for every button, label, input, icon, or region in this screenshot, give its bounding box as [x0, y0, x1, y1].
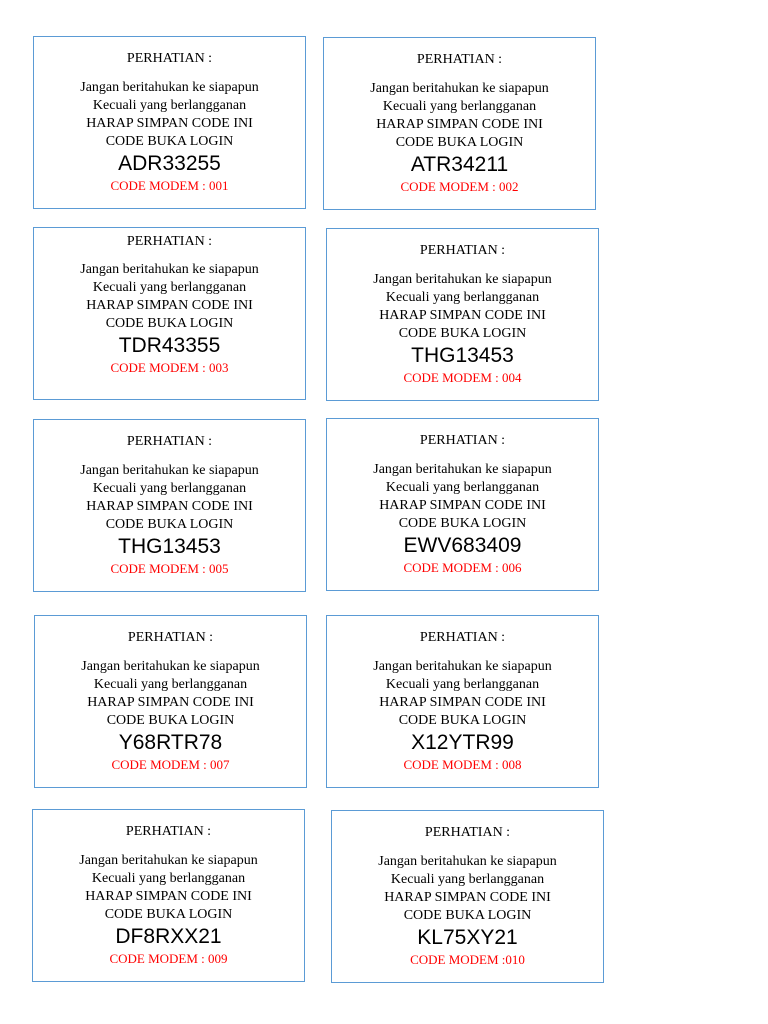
card-warning-line-1: Jangan beritahukan ke siapapun	[80, 80, 259, 95]
card-warning-line-1: Jangan beritahukan ke siapapun	[79, 853, 258, 868]
card-warning-line-2: Kecuali yang berlangganan	[92, 280, 247, 295]
card-title: PERHATIAN :	[127, 630, 214, 645]
card-warning-line-2: Kecuali yang berlangganan	[385, 677, 540, 692]
card-title: PERHATIAN :	[126, 234, 213, 249]
modem-code: CODE MODEM : 004	[403, 370, 522, 385]
voucher-card-006	[326, 418, 599, 591]
card-warning-line-3: HARAP SIMPAN CODE INI	[86, 298, 253, 313]
modem-code: CODE MODEM : 009	[109, 951, 228, 966]
card-warning-line-1: Jangan beritahukan ke siapapun	[370, 81, 549, 96]
login-code: EWV683409	[403, 534, 522, 557]
modem-code: CODE MODEM :010	[410, 952, 525, 967]
voucher-card-008	[326, 615, 599, 788]
card-warning-line-3: HARAP SIMPAN CODE INI	[384, 890, 551, 905]
login-code: X12YTR99	[411, 731, 514, 754]
card-warning-line-4: CODE BUKA LOGIN	[395, 135, 524, 150]
card-warning-line-4: CODE BUKA LOGIN	[105, 316, 234, 331]
card-title: PERHATIAN :	[419, 433, 506, 448]
card-warning-line-3: HARAP SIMPAN CODE INI	[86, 499, 253, 514]
card-warning-line-1: Jangan beritahukan ke siapapun	[80, 262, 259, 277]
card-warning-line-1: Jangan beritahukan ke siapapun	[373, 462, 552, 477]
card-warning-line-4: CODE BUKA LOGIN	[106, 713, 235, 728]
card-title: PERHATIAN :	[125, 824, 212, 839]
card-warning-line-1: Jangan beritahukan ke siapapun	[373, 272, 552, 287]
card-warning-line-1: Jangan beritahukan ke siapapun	[81, 659, 260, 674]
card-warning-line-3: HARAP SIMPAN CODE INI	[85, 889, 252, 904]
card-warning-line-4: CODE BUKA LOGIN	[398, 326, 527, 341]
card-warning-line-4: CODE BUKA LOGIN	[105, 134, 234, 149]
card-title: PERHATIAN :	[424, 825, 511, 840]
login-code: Y68RTR78	[118, 731, 223, 754]
card-warning-line-2: Kecuali yang berlangganan	[382, 99, 537, 114]
card-warning-line-1: Jangan beritahukan ke siapapun	[80, 463, 259, 478]
voucher-card-007	[34, 615, 307, 788]
card-title: PERHATIAN :	[126, 434, 213, 449]
card-warning-line-3: HARAP SIMPAN CODE INI	[379, 695, 546, 710]
voucher-card-003	[33, 227, 306, 400]
card-warning-line-4: CODE BUKA LOGIN	[105, 517, 234, 532]
card-warning-line-3: HARAP SIMPAN CODE INI	[379, 308, 546, 323]
modem-code: CODE MODEM : 007	[111, 757, 230, 772]
modem-code: CODE MODEM : 005	[110, 561, 229, 576]
login-code: ADR33255	[118, 152, 221, 175]
login-code: ATR34211	[410, 153, 509, 176]
card-warning-line-2: Kecuali yang berlangganan	[385, 290, 540, 305]
card-warning-line-2: Kecuali yang berlangganan	[91, 871, 246, 886]
voucher-card-002	[323, 37, 596, 210]
voucher-card-005	[33, 419, 306, 592]
card-warning-line-4: CODE BUKA LOGIN	[403, 908, 532, 923]
modem-code: CODE MODEM : 006	[403, 560, 522, 575]
card-title: PERHATIAN :	[126, 51, 213, 66]
card-warning-line-2: Kecuali yang berlangganan	[92, 481, 247, 496]
card-warning-line-4: CODE BUKA LOGIN	[398, 713, 527, 728]
card-warning-line-1: Jangan beritahukan ke siapapun	[373, 659, 552, 674]
card-warning-line-3: HARAP SIMPAN CODE INI	[86, 116, 253, 131]
voucher-card-001	[33, 36, 306, 209]
login-code: THG13453	[411, 344, 514, 367]
card-warning-line-2: Kecuali yang berlangganan	[390, 872, 545, 887]
card-warning-line-2: Kecuali yang berlangganan	[93, 677, 248, 692]
card-warning-line-3: HARAP SIMPAN CODE INI	[379, 498, 546, 513]
voucher-card-009	[32, 809, 305, 982]
card-warning-line-3: HARAP SIMPAN CODE INI	[376, 117, 543, 132]
modem-code: CODE MODEM : 008	[403, 757, 522, 772]
card-warning-line-2: Kecuali yang berlangganan	[92, 98, 247, 113]
card-title: PERHATIAN :	[416, 52, 503, 67]
card-warning-line-4: CODE BUKA LOGIN	[104, 907, 233, 922]
card-warning-line-3: HARAP SIMPAN CODE INI	[87, 695, 254, 710]
login-code: DF8RXX21	[115, 925, 222, 948]
card-warning-line-1: Jangan beritahukan ke siapapun	[378, 854, 557, 869]
voucher-card-004	[326, 228, 599, 401]
modem-code: CODE MODEM : 001	[110, 178, 229, 193]
modem-code: CODE MODEM : 002	[400, 179, 519, 194]
modem-code: CODE MODEM : 003	[110, 360, 229, 375]
card-warning-line-2: Kecuali yang berlangganan	[385, 480, 540, 495]
card-title: PERHATIAN :	[419, 630, 506, 645]
card-title: PERHATIAN :	[419, 243, 506, 258]
voucher-card-010	[331, 810, 604, 983]
login-code: TDR43355	[118, 334, 221, 357]
login-code: KL75XY21	[417, 926, 518, 949]
card-warning-line-4: CODE BUKA LOGIN	[398, 516, 527, 531]
login-code: THG13453	[118, 535, 221, 558]
